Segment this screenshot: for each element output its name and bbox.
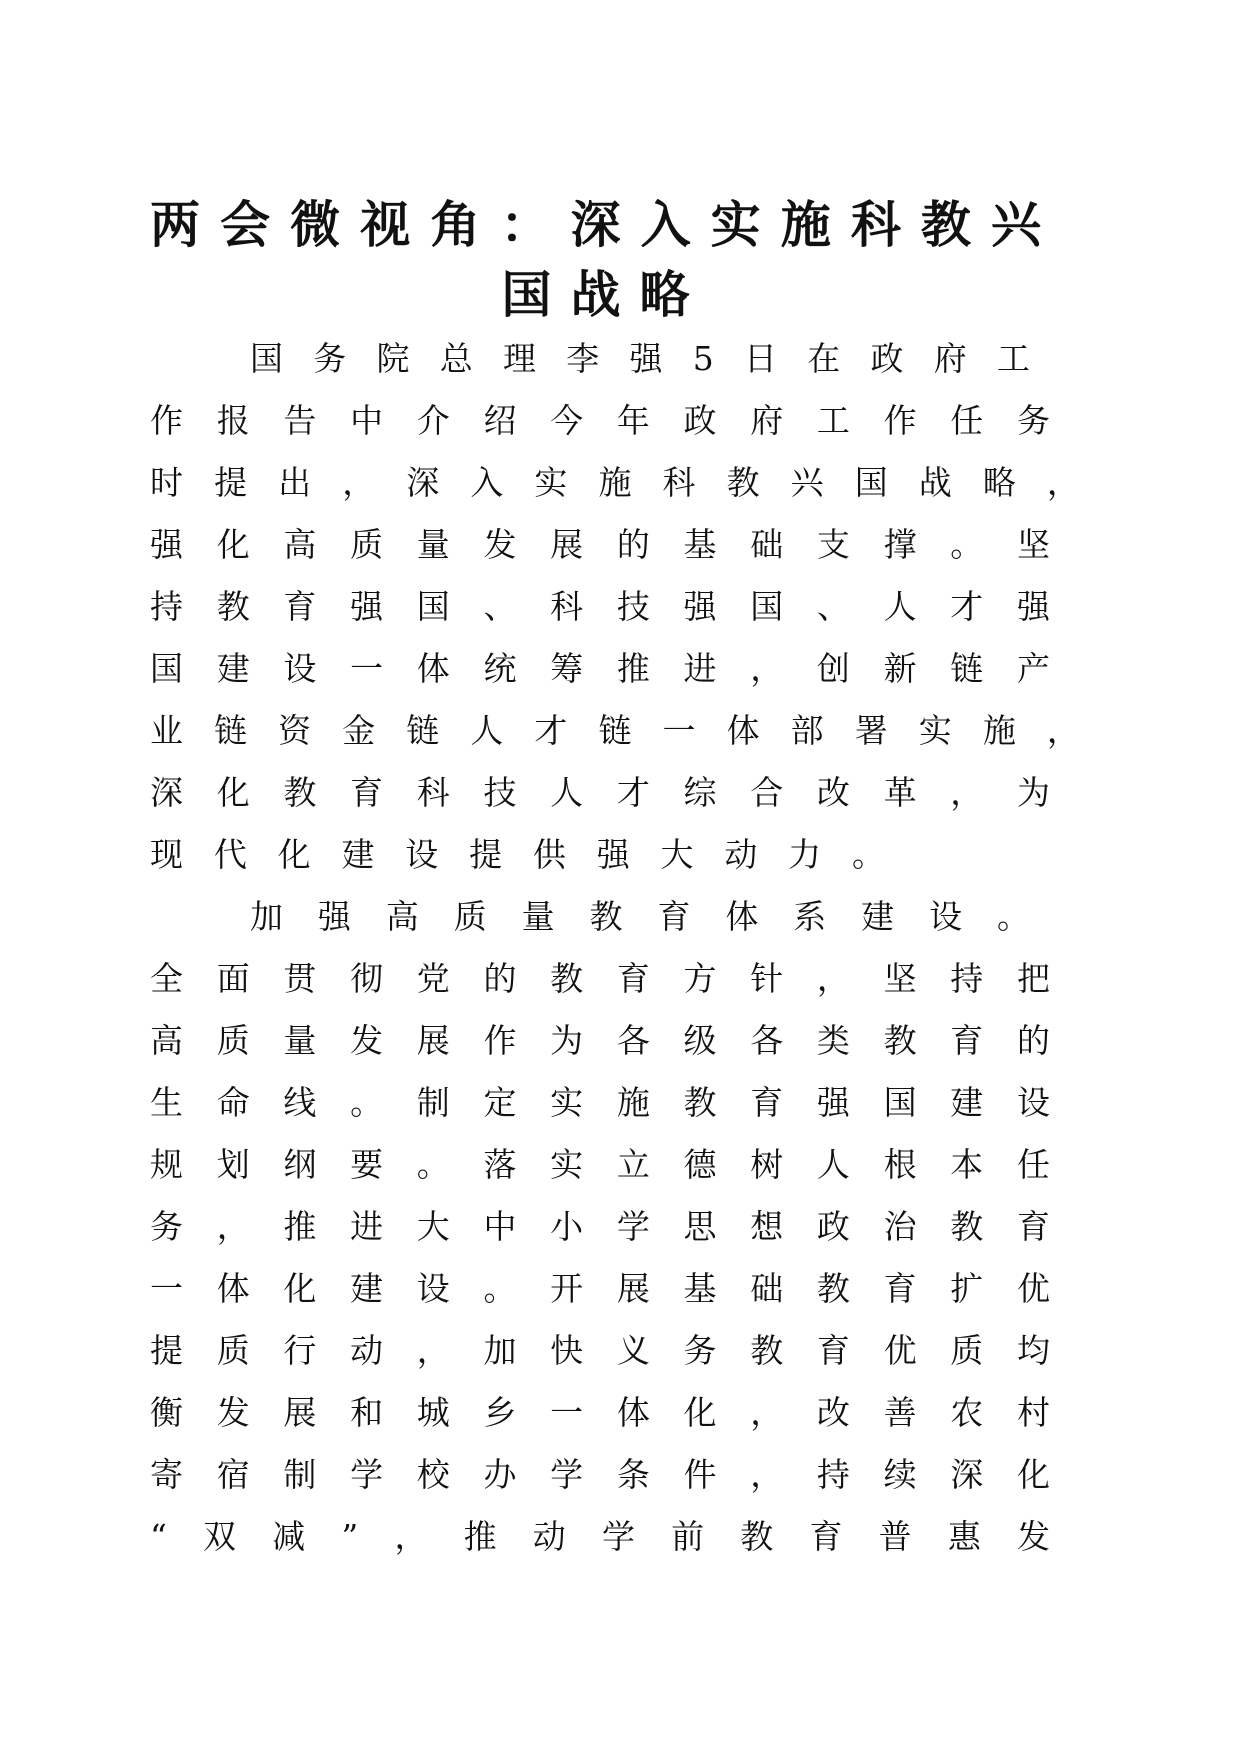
text-glyph: 育 [657, 897, 691, 936]
text-glyph: 规 [150, 1145, 183, 1184]
text-glyph: ” [341, 1517, 359, 1556]
text-glyph: 科 [416, 773, 450, 812]
text-glyph: 国 [250, 339, 283, 378]
text-glyph: 高 [150, 1021, 183, 1060]
text-line [150, 700, 1080, 762]
text-glyph: 链 [598, 711, 632, 750]
text-glyph: 施 [598, 463, 632, 502]
text-glyph: 国 [854, 463, 888, 502]
text-line [150, 1196, 1050, 1258]
text-glyph: 育 [809, 1517, 843, 1556]
text-glyph: 国 [150, 649, 183, 688]
text-glyph: 体 [725, 897, 759, 936]
text-glyph: 级 [683, 1021, 717, 1060]
text-glyph: 村 [1016, 1393, 1050, 1432]
text-glyph: ， [750, 1455, 784, 1494]
text-glyph: 改 [816, 773, 850, 812]
text-glyph: 化 [683, 1393, 717, 1432]
text-glyph: 寄 [150, 1455, 183, 1494]
text-glyph: 兴 [790, 463, 824, 502]
text-glyph: 。 [350, 1083, 384, 1122]
text-glyph: 推 [463, 1517, 497, 1556]
text-glyph: 院 [376, 339, 410, 378]
text-glyph: 类 [816, 1021, 850, 1060]
text-glyph: ， [1046, 463, 1080, 502]
text-glyph: 日 [744, 339, 777, 378]
text-glyph: 想 [750, 1207, 784, 1246]
text-glyph: 发 [483, 525, 517, 564]
text-glyph: 。 [996, 897, 1030, 936]
text-glyph: 才 [950, 587, 984, 626]
text-glyph: 中 [483, 1207, 517, 1246]
text-glyph: 的 [483, 959, 517, 998]
text-glyph: ， [816, 959, 850, 998]
text-glyph: 条 [616, 1455, 650, 1494]
text-glyph: 支 [816, 525, 850, 564]
text-glyph: 。 [950, 525, 984, 564]
text-glyph: 技 [616, 587, 650, 626]
text-glyph: 化 [277, 835, 311, 874]
text-glyph: 强 [683, 587, 717, 626]
text-glyph: 化 [216, 525, 250, 564]
text-glyph: 强 [317, 897, 351, 936]
text-glyph: 建 [861, 897, 895, 936]
text-glyph: 在 [807, 339, 841, 378]
text-glyph: 育 [1016, 1207, 1050, 1246]
text-glyph: 的 [616, 525, 650, 564]
text-glyph: 设 [1016, 1083, 1050, 1122]
text-glyph: 科 [662, 463, 696, 502]
text-glyph: 和 [350, 1393, 384, 1432]
text-glyph: 实 [534, 463, 568, 502]
text-glyph: 报 [216, 401, 250, 440]
text-glyph: 链 [950, 649, 984, 688]
text-glyph: 国 [750, 587, 784, 626]
text-glyph: 教 [740, 1517, 774, 1556]
text-glyph: 工 [997, 339, 1030, 378]
text-glyph: 实 [918, 711, 952, 750]
text-glyph: 础 [750, 1269, 784, 1308]
text-glyph: 双 [203, 1517, 237, 1556]
text-glyph: 义 [616, 1331, 650, 1370]
text-glyph: 政 [683, 401, 717, 440]
text-glyph: 推 [616, 649, 650, 688]
text-glyph: 育 [350, 773, 384, 812]
text-glyph: 作 [483, 1021, 517, 1060]
text-glyph: 技 [483, 773, 517, 812]
text-glyph: 强 [629, 339, 663, 378]
text-glyph: 为 [1016, 773, 1050, 812]
text-glyph: 深 [950, 1455, 984, 1494]
text-glyph: 优 [883, 1331, 917, 1370]
text-glyph: 化 [283, 1269, 317, 1308]
text-line [150, 1320, 1050, 1382]
text-glyph: “ [150, 1517, 167, 1556]
text-glyph: 李 [566, 339, 600, 378]
text-line [150, 576, 1050, 638]
text-glyph: 量 [283, 1021, 317, 1060]
text-glyph: ， [750, 1393, 784, 1432]
text-glyph: 持 [950, 959, 984, 998]
text-line [150, 1382, 1050, 1444]
text-glyph: 命 [216, 1083, 250, 1122]
text-glyph: ， [342, 463, 376, 502]
text-glyph: 持 [150, 587, 183, 626]
text-glyph: 体 [616, 1393, 650, 1432]
text-glyph: 设 [405, 835, 439, 874]
text-glyph: 链 [214, 711, 248, 750]
text-line [150, 1072, 1050, 1134]
text-glyph: 总 [439, 339, 473, 378]
text-glyph: 学 [350, 1455, 384, 1494]
text-glyph: 提 [150, 1331, 183, 1370]
text-glyph: 入 [470, 463, 504, 502]
text-glyph: 优 [1016, 1269, 1050, 1308]
text-glyph: 强 [350, 587, 384, 626]
text-glyph: 务 [313, 339, 347, 378]
text-line [150, 1010, 1050, 1072]
text-glyph: 各 [750, 1021, 784, 1060]
text-glyph: 减 [272, 1517, 306, 1556]
text-line [150, 514, 1050, 576]
text-glyph: 教 [550, 959, 584, 998]
text-line [150, 762, 1050, 824]
text-glyph: 育 [883, 1269, 917, 1308]
text-glyph: 深 [406, 463, 440, 502]
text-glyph: 作 [150, 401, 183, 440]
text-glyph: 国 [416, 587, 450, 626]
text-glyph: 新 [883, 649, 917, 688]
text-glyph: 高 [385, 897, 419, 936]
text-line [150, 1134, 1050, 1196]
text-glyph: 科 [550, 587, 584, 626]
text-glyph: ， [216, 1207, 250, 1246]
text-glyph: 金 [342, 711, 376, 750]
text-glyph: 学 [601, 1517, 635, 1556]
text-glyph: 小 [550, 1207, 584, 1246]
text-glyph: 。 [483, 1269, 517, 1308]
text-glyph: 才 [616, 773, 650, 812]
text-glyph: 的 [1016, 1021, 1050, 1060]
text-glyph: 根 [883, 1145, 917, 1184]
text-glyph: 教 [683, 1083, 717, 1122]
text-glyph: 教 [883, 1021, 917, 1060]
text-glyph: 加 [483, 1331, 517, 1370]
text-glyph: 链 [406, 711, 440, 750]
text-glyph: 育 [616, 959, 650, 998]
text-glyph: 立 [616, 1145, 650, 1184]
text-glyph: 建 [950, 1083, 984, 1122]
text-glyph: 设 [283, 649, 317, 688]
text-glyph: 发 [1016, 1517, 1050, 1556]
text-glyph: 前 [671, 1517, 705, 1556]
text-glyph: 质 [950, 1331, 984, 1370]
text-glyph: 务 [683, 1331, 717, 1370]
text-glyph: 任 [950, 401, 984, 440]
text-glyph: 产 [1016, 649, 1050, 688]
text-glyph: 制 [283, 1455, 317, 1494]
text-glyph: 惠 [947, 1517, 981, 1556]
text-glyph: 现 [150, 835, 183, 874]
text-glyph: 实 [550, 1145, 584, 1184]
text-glyph: 力 [788, 835, 822, 874]
text-glyph: 强 [816, 1083, 850, 1122]
text-glyph: ， [1046, 711, 1080, 750]
text-glyph: 今 [550, 401, 584, 440]
text-glyph: 展 [416, 1021, 450, 1060]
text-glyph: 基 [683, 1269, 717, 1308]
text-glyph: 坚 [883, 959, 917, 998]
text-glyph: 办 [483, 1455, 517, 1494]
text-glyph: 、 [483, 587, 517, 626]
document-title: 两会微视角：深入实施科教兴国战略 [150, 195, 1060, 324]
text-glyph: 发 [350, 1021, 384, 1060]
text-glyph: 进 [683, 649, 717, 688]
text-glyph: ， [750, 649, 784, 688]
text-glyph: 部 [790, 711, 824, 750]
text-glyph: 善 [883, 1393, 917, 1432]
text-glyph: 划 [216, 1145, 250, 1184]
text-glyph: 务 [1016, 401, 1050, 440]
text-glyph: 德 [683, 1145, 717, 1184]
text-glyph: 一 [550, 1393, 584, 1432]
text-glyph: 介 [416, 401, 450, 440]
text-glyph: 教 [589, 897, 623, 936]
text-glyph: 署 [854, 711, 888, 750]
text-glyph: ， [950, 773, 984, 812]
text-glyph: 建 [341, 835, 375, 874]
text-glyph: 动 [724, 835, 758, 874]
text-glyph: 快 [550, 1331, 584, 1370]
text-glyph: 化 [1016, 1455, 1050, 1494]
text-glyph: 供 [532, 835, 566, 874]
text-glyph: 合 [750, 773, 784, 812]
text-glyph: 人 [816, 1145, 850, 1184]
text-glyph: 任 [1016, 1145, 1050, 1184]
text-glyph: 展 [616, 1269, 650, 1308]
text-glyph: 要 [350, 1145, 384, 1184]
text-glyph: 。 [416, 1145, 450, 1184]
text-glyph: 战 [918, 463, 952, 502]
text-glyph: 育 [816, 1331, 850, 1370]
text-glyph: 质 [216, 1021, 250, 1060]
text-glyph: 推 [283, 1207, 317, 1246]
text-glyph: 教 [950, 1207, 984, 1246]
text-glyph: 把 [1016, 959, 1050, 998]
text-glyph: 展 [550, 525, 584, 564]
text-line [150, 824, 885, 886]
document-body [150, 328, 1080, 1568]
text-glyph: 建 [350, 1269, 384, 1308]
text-glyph: 本 [950, 1145, 984, 1184]
text-glyph: 加 [250, 897, 283, 936]
text-glyph: 人 [883, 587, 917, 626]
text-glyph: 设 [416, 1269, 450, 1308]
text-glyph: 学 [550, 1455, 584, 1494]
text-glyph: 国 [883, 1083, 917, 1122]
text-glyph: 一 [662, 711, 696, 750]
text-line [150, 390, 1050, 452]
text-glyph: 体 [216, 1269, 250, 1308]
text-glyph: 农 [950, 1393, 984, 1432]
text-glyph: 量 [416, 525, 450, 564]
text-glyph: 普 [878, 1517, 912, 1556]
text-glyph: 作 [883, 401, 917, 440]
text-glyph: 动 [532, 1517, 566, 1556]
text-glyph: 化 [216, 773, 250, 812]
text-glyph: 进 [350, 1207, 384, 1246]
text-glyph: 提 [469, 835, 503, 874]
text-glyph: 、 [816, 587, 850, 626]
text-glyph: 落 [483, 1145, 517, 1184]
text-glyph: 各 [616, 1021, 650, 1060]
text-glyph: 年 [616, 401, 650, 440]
text-glyph: ， [416, 1331, 450, 1370]
text-glyph: ， [394, 1517, 428, 1556]
text-glyph: 扩 [950, 1269, 984, 1308]
text-glyph: 教 [750, 1331, 784, 1370]
text-glyph: 为 [550, 1021, 584, 1060]
text-line [150, 1258, 1050, 1320]
text-glyph: 纲 [283, 1145, 317, 1184]
text-glyph: 大 [660, 835, 694, 874]
text-glyph: 发 [216, 1393, 250, 1432]
text-glyph: 基 [683, 525, 717, 564]
text-glyph: 衡 [150, 1393, 183, 1432]
text-glyph: 实 [550, 1083, 584, 1122]
text-glyph: 出 [278, 463, 312, 502]
text-glyph: 育 [283, 587, 317, 626]
text-glyph: 质 [453, 897, 487, 936]
text-glyph: 教 [726, 463, 760, 502]
text-glyph: 方 [683, 959, 717, 998]
text-glyph: 统 [483, 649, 517, 688]
text-glyph: 强 [150, 525, 183, 564]
text-glyph: 务 [150, 1207, 183, 1246]
text-glyph: 建 [216, 649, 250, 688]
text-glyph: 开 [550, 1269, 584, 1308]
text-glyph: 动 [350, 1331, 384, 1370]
text-glyph: 创 [816, 649, 850, 688]
text-line [150, 948, 1050, 1010]
text-glyph: 政 [816, 1207, 850, 1246]
text-glyph: 定 [483, 1083, 517, 1122]
text-glyph: 党 [416, 959, 450, 998]
text-glyph: 针 [750, 959, 784, 998]
text-glyph: 制 [416, 1083, 450, 1122]
text-glyph: 质 [350, 525, 384, 564]
text-glyph: 宿 [216, 1455, 250, 1494]
text-glyph: 深 [150, 773, 183, 812]
text-glyph: 均 [1016, 1331, 1050, 1370]
text-glyph: 城 [416, 1393, 450, 1432]
text-line [150, 1506, 1050, 1568]
text-glyph: 绍 [483, 401, 517, 440]
text-glyph: 业 [150, 711, 183, 750]
text-glyph: 质 [216, 1331, 250, 1370]
text-glyph: 全 [150, 959, 183, 998]
text-glyph: 育 [950, 1021, 984, 1060]
text-glyph: 革 [883, 773, 917, 812]
text-glyph: 一 [350, 649, 384, 688]
text-glyph: 教 [216, 587, 250, 626]
text-glyph: 政 [870, 339, 904, 378]
text-glyph: 行 [283, 1331, 317, 1370]
text-glyph: 理 [503, 339, 536, 378]
text-glyph: 综 [683, 773, 717, 812]
text-glyph: 工 [816, 401, 850, 440]
text-glyph: 施 [982, 711, 1016, 750]
text-glyph: 教 [283, 773, 317, 812]
text-glyph: 代 [213, 835, 247, 874]
text-glyph: 高 [283, 525, 317, 564]
text-line [150, 1444, 1050, 1506]
text-glyph: 展 [283, 1393, 317, 1432]
text-glyph: 人 [470, 711, 504, 750]
text-glyph: 坚 [1016, 525, 1050, 564]
text-glyph: 筹 [550, 649, 584, 688]
text-line [150, 328, 1030, 390]
text-glyph: 贯 [283, 959, 317, 998]
text-glyph: 育 [750, 1083, 784, 1122]
text-glyph: 府 [750, 401, 784, 440]
text-glyph: 一 [150, 1269, 183, 1308]
text-glyph: 体 [416, 649, 450, 688]
text-glyph: 中 [350, 401, 384, 440]
text-glyph: 线 [283, 1083, 317, 1122]
text-glyph: 治 [883, 1207, 917, 1246]
text-glyph: 设 [929, 897, 963, 936]
text-glyph: 树 [750, 1145, 784, 1184]
text-glyph: 府 [933, 339, 967, 378]
text-glyph: 校 [416, 1455, 450, 1494]
text-glyph: 量 [521, 897, 555, 936]
text-glyph: 强 [1016, 587, 1050, 626]
text-glyph: 提 [214, 463, 248, 502]
text-glyph: 件 [683, 1455, 717, 1494]
text-glyph: 学 [616, 1207, 650, 1246]
text-glyph: 续 [883, 1455, 917, 1494]
text-line [150, 638, 1050, 700]
text-glyph: 才 [534, 711, 568, 750]
text-glyph: 略 [982, 463, 1016, 502]
text-glyph: 施 [616, 1083, 650, 1122]
text-glyph: 大 [416, 1207, 450, 1246]
text-glyph: 持 [816, 1455, 850, 1494]
text-glyph: 乡 [483, 1393, 517, 1432]
text-glyph: 告 [283, 401, 317, 440]
text-line [150, 886, 1030, 948]
text-glyph: 体 [726, 711, 760, 750]
text-glyph: 生 [150, 1083, 183, 1122]
text-glyph: 撑 [883, 525, 917, 564]
text-glyph: 面 [216, 959, 250, 998]
text-glyph: 教 [816, 1269, 850, 1308]
text-line [150, 452, 1080, 514]
text-glyph: 系 [793, 897, 827, 936]
text-glyph: 。 [851, 835, 885, 874]
text-glyph: 人 [550, 773, 584, 812]
text-glyph: 强 [596, 835, 630, 874]
text-glyph: 改 [816, 1393, 850, 1432]
text-glyph: 思 [683, 1207, 717, 1246]
text-glyph: 资 [278, 711, 312, 750]
text-glyph: 时 [150, 463, 183, 502]
text-glyph: 5 [692, 339, 714, 378]
text-glyph: 础 [750, 525, 784, 564]
text-glyph: 彻 [350, 959, 384, 998]
